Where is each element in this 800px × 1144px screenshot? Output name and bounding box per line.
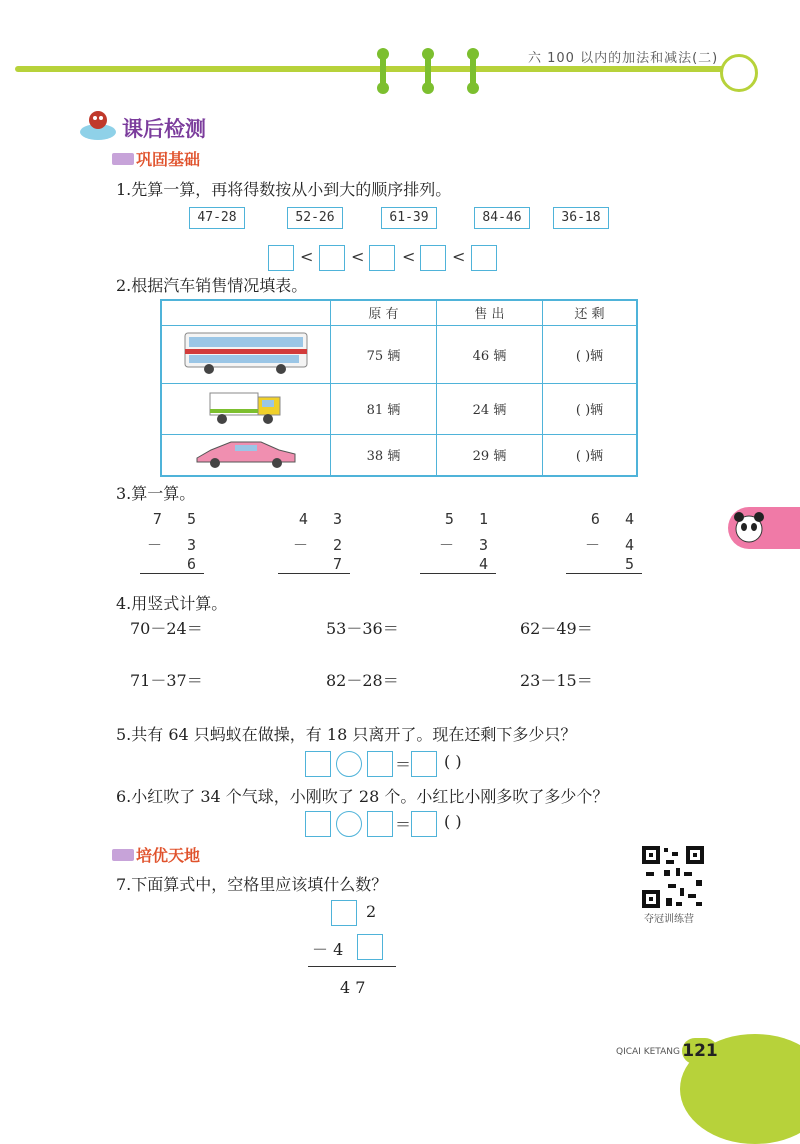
header-bar (15, 66, 735, 72)
table-cell: 38 辆 (331, 434, 437, 476)
table-cell: 24 辆 (437, 383, 543, 434)
answer-box[interactable] (411, 751, 437, 777)
table-row (161, 325, 637, 383)
table-cell: 81 辆 (331, 383, 437, 434)
answer-box[interactable] (367, 811, 393, 837)
truck-icon (206, 385, 286, 429)
expression-box: 36-18 (553, 207, 609, 229)
less-than: < (351, 247, 365, 266)
vertical-bottom: － 4 5 (566, 534, 642, 574)
question-1: 1.先算一算，再将得数按从小到大的顺序排列。 (116, 180, 452, 199)
table-header: 原 有 (331, 300, 437, 325)
vertical-top: 4 3 (298, 510, 350, 528)
chapter-title: 六 100 以内的加法和减法(二) (528, 51, 719, 66)
expression-box: 47-28 (189, 207, 245, 229)
answer-box[interactable] (367, 751, 393, 777)
question-5: 5.共有 64 只蚂蚁在做操，有 18 只离开了。现在还剩下多少只？ (116, 725, 577, 744)
expression-box: 52-26 (287, 207, 343, 229)
unit-blank[interactable]: ( ) (444, 812, 462, 831)
subsection-title: 培优天地 (136, 846, 201, 865)
answer-box[interactable] (369, 245, 395, 271)
subsection-title: 巩固基础 (136, 150, 201, 169)
question-6: 6.小红吹了 34 个气球，小刚吹了 28 个。小红比小刚多吹了多少个？ (116, 787, 609, 806)
binder-pin (470, 52, 476, 90)
answer-box[interactable] (411, 811, 437, 837)
answer-cell[interactable]: ( )辆 (543, 325, 638, 383)
table-row (161, 434, 637, 476)
calc-item: 53－36＝ (326, 619, 399, 638)
question-7: 7.下面算式中，空格里应该填什么数？ (116, 875, 388, 894)
qr-code-icon (640, 844, 706, 910)
footer-brand: QICAI KETANG (616, 1047, 680, 1057)
digit: 2 (366, 902, 377, 921)
vertical-top: 5 1 (444, 510, 496, 528)
calc-item: 70－24＝ (130, 619, 203, 638)
expression-box: 84-46 (474, 207, 530, 229)
vertical-top: 6 4 (590, 510, 642, 528)
table-header: 售 出 (437, 300, 543, 325)
tag-icon (112, 153, 134, 165)
answer-cell[interactable]: ( )辆 (543, 434, 638, 476)
vertical-bottom: － 3 4 (420, 534, 496, 574)
question-4: 4.用竖式计算。 (116, 594, 228, 613)
vertical-top: 7 5 (152, 510, 204, 528)
expression-box: 61-39 (381, 207, 437, 229)
page-number: 121 (682, 1038, 718, 1064)
answer-box[interactable] (268, 245, 294, 271)
section-title: 课后检测 (122, 117, 206, 141)
table-row (161, 383, 637, 434)
equals-sign: ＝ (395, 815, 412, 834)
table-header-blank (161, 300, 331, 325)
panda-icon (732, 509, 766, 545)
calc-item: 82－28＝ (326, 671, 399, 690)
result: 4 7 (340, 978, 366, 997)
truck-image (161, 383, 331, 434)
qr-caption: 夺冠训练营 (644, 914, 694, 925)
car-image (161, 434, 331, 476)
calc-item: 71－37＝ (130, 671, 203, 690)
answer-box[interactable] (357, 934, 383, 960)
binder-pin (425, 52, 431, 90)
mascot-icon (76, 106, 120, 142)
bus-image (161, 325, 331, 383)
table-cell: 46 辆 (437, 325, 543, 383)
bus-icon (181, 327, 311, 377)
table-header: 还 剩 (543, 300, 638, 325)
less-than: < (300, 247, 314, 266)
calc-item: 23－15＝ (520, 671, 593, 690)
calc-item: 62－49＝ (520, 619, 593, 638)
operator-circle[interactable] (336, 811, 362, 837)
minus-digit: － 4 (312, 940, 344, 959)
equals-sign: ＝ (395, 755, 412, 774)
answer-box[interactable] (305, 811, 331, 837)
answer-box[interactable] (331, 900, 357, 926)
table-cell: 75 辆 (331, 325, 437, 383)
answer-box[interactable] (305, 751, 331, 777)
answer-box[interactable] (420, 245, 446, 271)
answer-cell[interactable]: ( )辆 (543, 383, 638, 434)
divider-line (308, 966, 396, 967)
car-icon (191, 436, 301, 470)
mascot-icon (720, 54, 758, 92)
question-3: 3.算一算。 (116, 484, 196, 503)
less-than: < (402, 247, 416, 266)
question-2: 2.根据汽车销售情况填表。 (116, 276, 308, 295)
table-cell: 29 辆 (437, 434, 543, 476)
operator-circle[interactable] (336, 751, 362, 777)
answer-box[interactable] (319, 245, 345, 271)
vertical-bottom: － 2 7 (278, 534, 350, 574)
binder-pin (380, 52, 386, 90)
less-than: < (452, 247, 466, 266)
sales-table (160, 299, 638, 477)
vertical-bottom: － 3 6 (140, 534, 204, 574)
answer-box[interactable] (471, 245, 497, 271)
unit-blank[interactable]: ( ) (444, 752, 462, 771)
tag-icon (112, 849, 134, 861)
